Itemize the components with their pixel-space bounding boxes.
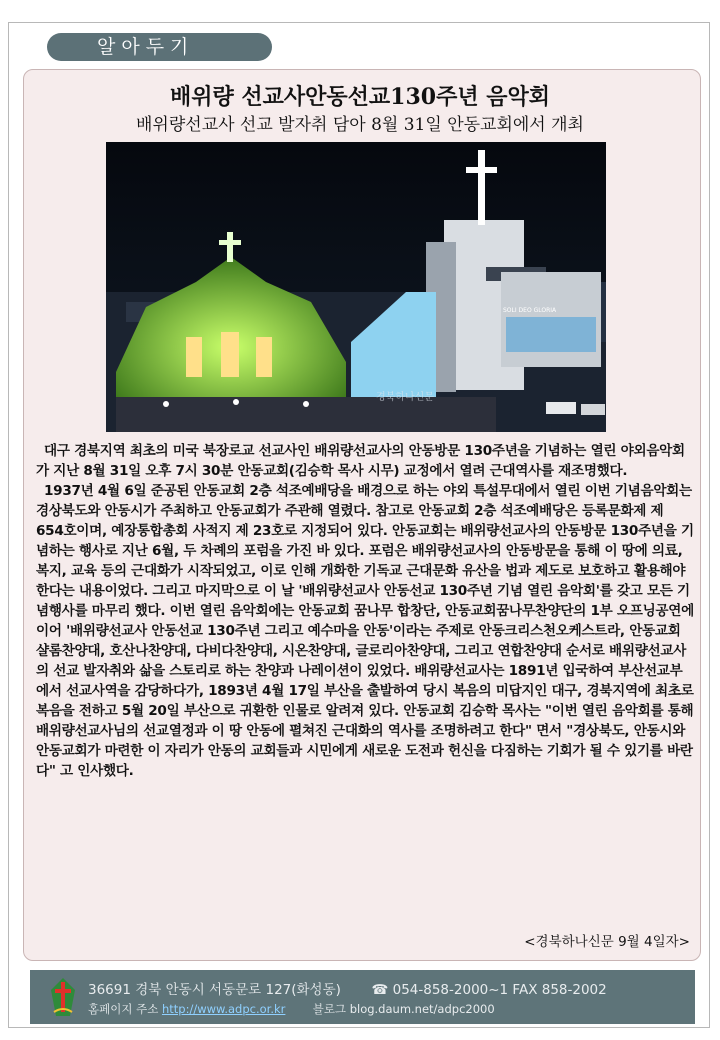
section-tab: 알아두기: [47, 33, 272, 61]
footer-web-line: [88, 1001, 495, 1017]
article-paragraph: 대구 경북지역 최초의 미국 북장로교 선교사인 배위량선교사의 안동방문 130주년을 기념하는 열린 야외음악회가 지난 8월 31일 오후 7시 30분 안동교회(김승학 목사 시무) 교정에서 열려 근대역사를 재조명했다.: [36, 443, 685, 479]
church-photo-illustration: [106, 142, 606, 432]
footer-bar: [30, 970, 695, 1024]
church-logo-icon: [48, 976, 78, 1020]
article-title: 배위량 선교사안동선교130주년 음악회: [169, 84, 551, 110]
article-subtitle: 배위량선교사 선교 발자취 담아 8월 31일 안동교회에서 개최: [136, 115, 584, 135]
article-body: [36, 441, 694, 781]
photo-sign: SOLI DEO GLORIA: [503, 307, 557, 314]
footer-contact-line: [88, 978, 607, 998]
article-source: <경북하나신문 9월 4일자>: [524, 934, 690, 950]
footer-phone: ☎ 054-858-2000~1 FAX 858-2002: [371, 982, 607, 998]
footer-homepage-label: 홈페이지 주소: [88, 1002, 159, 1016]
footer-address: 36691 경북 안동시 서동문로 127(화성동): [88, 982, 341, 998]
photo-watermark: 경북하나신문: [376, 392, 434, 403]
footer-blog[interactable]: 블로그 blog.daum.net/adpc2000: [312, 1002, 495, 1016]
church-night-photo: [106, 142, 606, 432]
article-paragraph: 1937년 4월 6일 준공된 안동교회 2층 석조예배당을 배경으로 하는 야외 특설무대에서 열린 이번 기념음악회는 경상북도와 안동시가 주최하고 안동교회가 주관해 열렸다. 참고로 안동교회 2층 석조예배당은 등록문화제 제 654호이며, 예장통합총회 사적지 제 23호로 지정되어 있다. 안동교회는 배위량선교사의 안동방문 130주년을 기념하는 행사로 지난 6월, 두 차례의 포럼을 가진 바 있다. 포럼은 배위량선교사의 안동방문을 통해 이 땅에 의료, 복지, 교육 등의 근대화가 시작되었고, 이로 인해 개화한 기독교 근대문화 유산을 법과 제도로 보호하고 활용해야 한다는 내용이었다. 그리고 마지막으로 이 날 '배위량선교사 안동선교 130주년 기념 열린 음악회'를 갖고 모든 기념행사를 마무리 했다. 이번 열린 음악회에는 안동교회 꿈나무 합창단, 안동교회꿈나무찬양단의 1부 오프닝공연에 이어 '배위량선교사 안동선교 130주년 그리고 예수마을 안동'이라는 주제로 안동크리스천오케스트라, 안동교회 샬롬찬양대, 호산나찬양대, 다비다찬양대, 시온찬양대, 글로리아찬양대, 그리고 연합찬양대 순서로 배위량선교사의 선교 발자취와 삶을 스토리로 하는 찬양과 나레이션이 있었다. 배위량선교사는 1891년 입국하여 부산선교부에서 선교사역을 감당하다가, 1893년 4월 17일 부산을 출발하여 당시 복음의 미답지인 대구, 경북지역에 최초로 복음을 전하고 5월 20일 부산으로 귀환한 인물로 알려져 있다. 안동교회 김승학 목사는 "이번 열린 음악회를 통해 배위량선교사님의 선교열정과 이 땅 안동에 펼쳐진 근대화의 역사를 조명하려고 한다" 면서 "경상북도, 안동시와 안동교회가 마련한 이 자리가 안동의 교회들과 시민에게 새로운 도전과 헌신을 다짐하는 기회가 될 수 있기를 바란다" 고 인사했다.: [36, 483, 694, 779]
footer-homepage-link[interactable]: http://www.adpc.or.kr: [161, 1002, 286, 1016]
